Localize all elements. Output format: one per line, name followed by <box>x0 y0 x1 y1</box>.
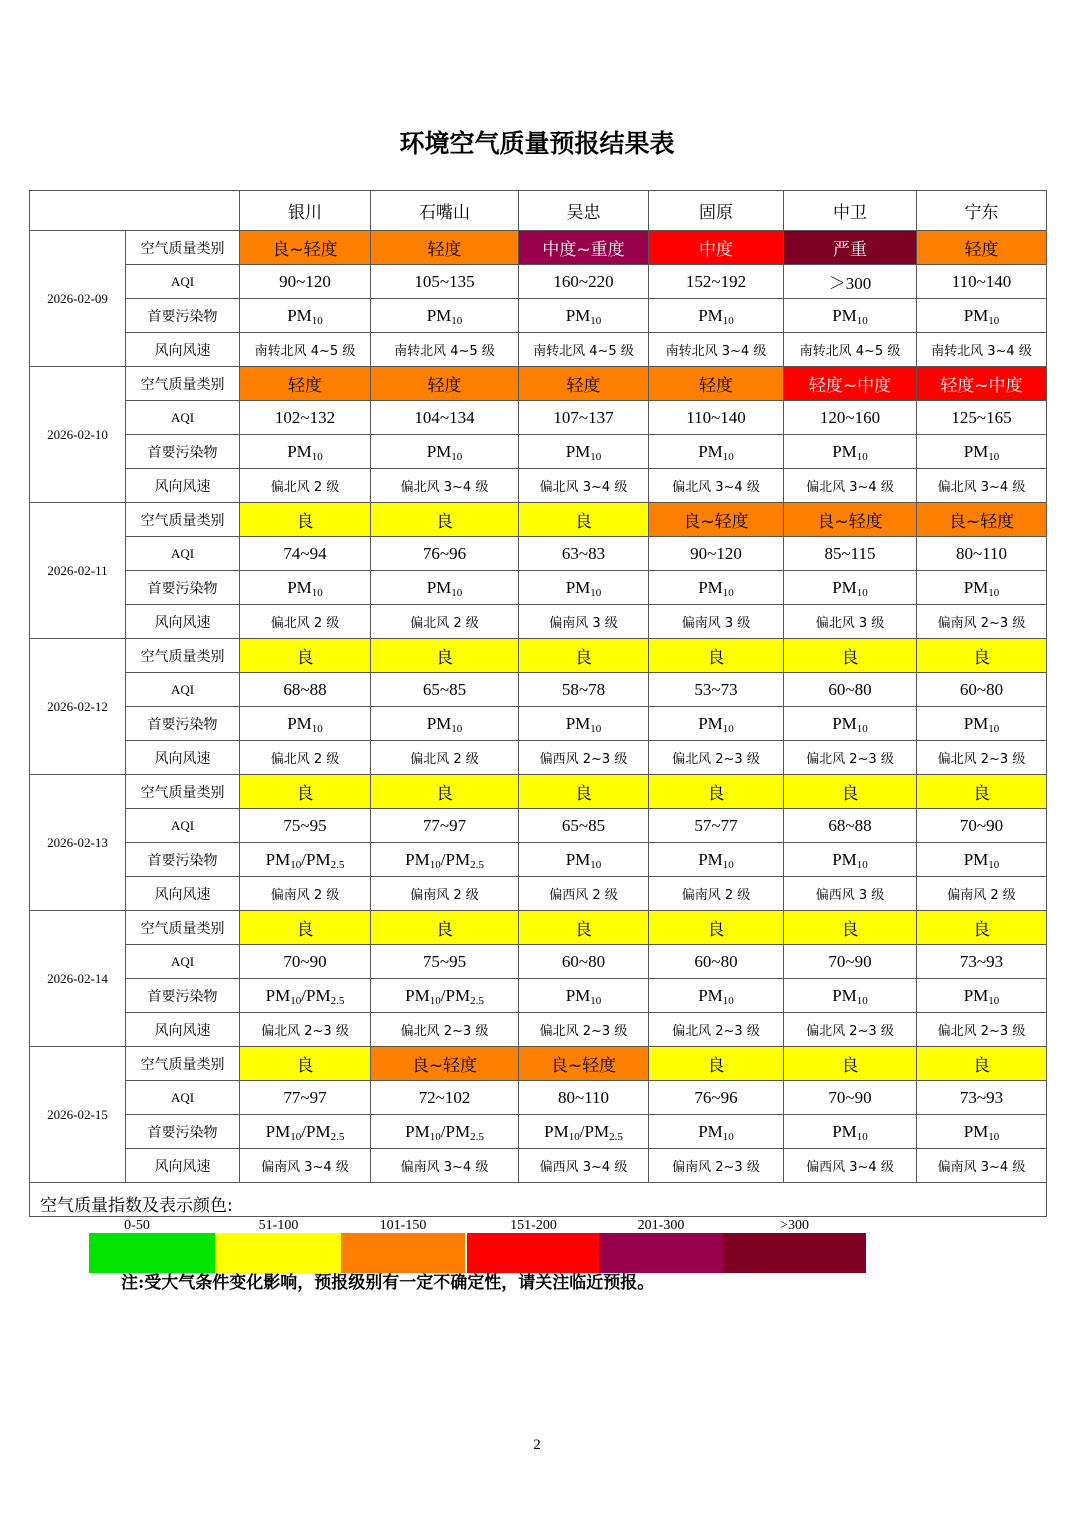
wind-forecast: 偏北风 2~3 级 <box>649 741 784 775</box>
forecast-row-category <box>30 639 1047 673</box>
aqi-value: 65~85 <box>519 809 649 843</box>
air-quality-category: 轻度 <box>240 367 371 401</box>
primary-pollutant: $PM_{10}$ <box>240 435 371 469</box>
air-quality-category: 良 <box>240 503 371 537</box>
primary-pollutant: $PM_{10}$ <box>649 1115 784 1149</box>
wind-forecast: 偏南风 2 级 <box>240 877 371 911</box>
wind-forecast: 偏南风 3~4 级 <box>240 1149 371 1183</box>
page-number: 2 <box>533 1437 541 1453</box>
wind-forecast: 偏北风 2~3 级 <box>519 1013 649 1047</box>
forecast-row-wind <box>30 1149 1047 1183</box>
row-label-category: 空气质量类别 <box>126 911 240 945</box>
wind-forecast: 偏南风 3 级 <box>649 605 784 639</box>
air-quality-category: 良 <box>784 911 917 945</box>
row-label-category: 空气质量类别 <box>126 639 240 673</box>
wind-forecast: 偏北风 2~3 级 <box>649 1013 784 1047</box>
air-quality-category: 良 <box>784 639 917 673</box>
wind-forecast: 偏北风 2 级 <box>371 741 519 775</box>
header-corner <box>30 191 240 231</box>
legend-color-swatch <box>341 1233 465 1273</box>
wind-forecast: 偏西风 3 级 <box>784 877 917 911</box>
city-header: 银川 <box>240 191 371 231</box>
air-quality-category: 轻度 <box>371 367 519 401</box>
aqi-value: 104~134 <box>371 401 519 435</box>
forecast-note: 注:受大气条件变化影响，预报级别有一定不确定性，请关注临近预报。 <box>121 1273 655 1293</box>
aqi-value: 70~90 <box>240 945 371 979</box>
forecast-row-pollutant <box>30 707 1047 741</box>
row-label-wind: 风向风速 <box>126 605 240 639</box>
forecast-row-aqi <box>30 537 1047 571</box>
air-quality-category: 良 <box>519 775 649 809</box>
forecast-row-aqi <box>30 1081 1047 1115</box>
aqi-value: 58~78 <box>519 673 649 707</box>
aqi-value: 77~97 <box>371 809 519 843</box>
aqi-value: 90~120 <box>649 537 784 571</box>
forecast-date: 2026-02-09 <box>30 231 126 367</box>
primary-pollutant: $PM_{10}$ <box>371 299 519 333</box>
aqi-value: 160~220 <box>519 265 649 299</box>
air-quality-category: 轻度 <box>917 231 1047 265</box>
wind-forecast: 偏北风 2 级 <box>240 741 371 775</box>
primary-pollutant: $PM_{10}$ <box>784 843 917 877</box>
primary-pollutant: $PM_{10}$ <box>917 843 1047 877</box>
air-quality-category: 良 <box>519 639 649 673</box>
air-quality-category: 良 <box>240 639 371 673</box>
primary-pollutant: $PM_{10}$ <box>519 707 649 741</box>
row-label-wind: 风向风速 <box>126 333 240 367</box>
row-label-wind: 风向风速 <box>126 877 240 911</box>
primary-pollutant: $PM_{10}/PM_{2.5}$ <box>371 1115 519 1149</box>
row-label-pollutant: 首要污染物 <box>126 843 240 877</box>
wind-forecast: 偏南风 2 级 <box>371 877 519 911</box>
forecast-date: 2026-02-12 <box>30 639 126 775</box>
row-label-wind: 风向风速 <box>126 741 240 775</box>
air-quality-category: 良 <box>240 1047 371 1081</box>
forecast-row-category <box>30 1047 1047 1081</box>
wind-forecast: 偏北风 2~3 级 <box>784 1013 917 1047</box>
primary-pollutant: $PM_{10}$ <box>649 979 784 1013</box>
air-quality-category: 轻度 <box>649 367 784 401</box>
air-quality-category: 良 <box>240 775 371 809</box>
wind-forecast: 偏北风 3~4 级 <box>371 469 519 503</box>
primary-pollutant: $PM_{10}$ <box>519 979 649 1013</box>
aqi-value: 80~110 <box>519 1081 649 1115</box>
legend-range-label: 0-50 <box>124 1218 150 1233</box>
air-quality-category: 轻度 <box>519 367 649 401</box>
aqi-value: 75~95 <box>240 809 371 843</box>
forecast-row-aqi <box>30 401 1047 435</box>
wind-forecast: 偏南风 2 级 <box>649 877 784 911</box>
primary-pollutant: $PM_{10}$ <box>784 979 917 1013</box>
legend-color-swatch <box>599 1233 723 1273</box>
wind-forecast: 偏北风 2~3 级 <box>371 1013 519 1047</box>
legend-color-swatch <box>723 1233 866 1273</box>
wind-forecast: 南转北风 4~5 级 <box>371 333 519 367</box>
primary-pollutant: $PM_{10}$ <box>917 1115 1047 1149</box>
forecast-row-pollutant <box>30 571 1047 605</box>
aqi-value: 102~132 <box>240 401 371 435</box>
row-label-aqi: AQI <box>126 673 240 707</box>
row-label-aqi: AQI <box>126 809 240 843</box>
wind-forecast: 偏西风 2 级 <box>519 877 649 911</box>
row-label-aqi: AQI <box>126 537 240 571</box>
primary-pollutant: $PM_{10}/PM_{2.5}$ <box>240 979 371 1013</box>
wind-forecast: 偏北风 2 级 <box>240 605 371 639</box>
forecast-date: 2026-02-13 <box>30 775 126 911</box>
wind-forecast: 偏南风 2~3 级 <box>917 605 1047 639</box>
air-quality-category: 严重 <box>784 231 917 265</box>
air-quality-category: 中度~重度 <box>519 231 649 265</box>
row-label-wind: 风向风速 <box>126 1149 240 1183</box>
aqi-value: 70~90 <box>784 1081 917 1115</box>
row-label-category: 空气质量类别 <box>126 367 240 401</box>
air-quality-category: 轻度~中度 <box>917 367 1047 401</box>
legend-range-label: 51-100 <box>258 1218 299 1233</box>
air-quality-category: 良 <box>917 911 1047 945</box>
wind-forecast: 南转北风 3~4 级 <box>917 333 1047 367</box>
aqi-value: 74~94 <box>240 537 371 571</box>
aqi-value: 120~160 <box>784 401 917 435</box>
air-quality-category: 良 <box>917 639 1047 673</box>
air-quality-category: 良 <box>519 503 649 537</box>
air-quality-category: 良~轻度 <box>784 503 917 537</box>
wind-forecast: 偏北风 2~3 级 <box>917 1013 1047 1047</box>
aqi-value: 85~115 <box>784 537 917 571</box>
wind-forecast: 偏北风 3~4 级 <box>519 469 649 503</box>
air-quality-category: 良 <box>649 911 784 945</box>
wind-forecast: 偏西风 3~4 级 <box>519 1149 649 1183</box>
aqi-value: 80~110 <box>917 537 1047 571</box>
primary-pollutant: $PM_{10}$ <box>240 707 371 741</box>
row-label-category: 空气质量类别 <box>126 1047 240 1081</box>
forecast-date: 2026-02-15 <box>30 1047 126 1183</box>
air-quality-category: 良 <box>240 911 371 945</box>
forecast-row-category <box>30 367 1047 401</box>
row-label-aqi: AQI <box>126 401 240 435</box>
aqi-value: 152~192 <box>649 265 784 299</box>
row-label-aqi: AQI <box>126 945 240 979</box>
air-quality-category: 良~轻度 <box>519 1047 649 1081</box>
aqi-value: 90~120 <box>240 265 371 299</box>
row-label-pollutant: 首要污染物 <box>126 571 240 605</box>
aqi-value: 60~80 <box>784 673 917 707</box>
air-quality-category: 良~轻度 <box>371 1047 519 1081</box>
row-label-aqi: AQI <box>126 1081 240 1115</box>
primary-pollutant: $PM_{10}/PM_{2.5}$ <box>240 843 371 877</box>
primary-pollutant: $PM_{10}$ <box>917 707 1047 741</box>
aqi-value: 60~80 <box>649 945 784 979</box>
aqi-value: 73~93 <box>917 945 1047 979</box>
primary-pollutant: $PM_{10}$ <box>784 571 917 605</box>
primary-pollutant: $PM_{10}$ <box>371 435 519 469</box>
air-quality-category: 良 <box>649 639 784 673</box>
wind-forecast: 偏北风 3~4 级 <box>917 469 1047 503</box>
primary-pollutant: $PM_{10}/PM_{2.5}$ <box>371 843 519 877</box>
aqi-value: 57~77 <box>649 809 784 843</box>
forecast-row-wind <box>30 605 1047 639</box>
forecast-date: 2026-02-10 <box>30 367 126 503</box>
city-header: 石嘴山 <box>371 191 519 231</box>
wind-forecast: 偏南风 2~3 级 <box>649 1149 784 1183</box>
primary-pollutant: $PM_{10}$ <box>519 843 649 877</box>
legend-range-label: >300 <box>780 1218 809 1233</box>
legend-color-swatch <box>215 1233 342 1273</box>
forecast-row-wind <box>30 741 1047 775</box>
primary-pollutant: $PM_{10}$ <box>649 299 784 333</box>
air-quality-category: 良 <box>371 911 519 945</box>
legend-range-label: 201-300 <box>637 1218 685 1233</box>
primary-pollutant: $PM_{10}$ <box>519 435 649 469</box>
aqi-value: 110~140 <box>649 401 784 435</box>
air-quality-category: 良 <box>917 1047 1047 1081</box>
legend-range-label: 151-200 <box>510 1218 557 1233</box>
aqi-value: 70~90 <box>784 945 917 979</box>
aqi-value: 68~88 <box>784 809 917 843</box>
forecast-row-aqi <box>30 265 1047 299</box>
primary-pollutant: $PM_{10}$ <box>917 979 1047 1013</box>
aqi-value: 107~137 <box>519 401 649 435</box>
forecast-table <box>29 190 1047 1233</box>
aqi-value: 68~88 <box>240 673 371 707</box>
wind-forecast: 偏南风 3 级 <box>519 605 649 639</box>
row-label-category: 空气质量类别 <box>126 231 240 265</box>
forecast-row-aqi <box>30 673 1047 707</box>
air-quality-category: 良 <box>649 1047 784 1081</box>
primary-pollutant: $PM_{10}$ <box>784 707 917 741</box>
row-label-pollutant: 首要污染物 <box>126 707 240 741</box>
legend-row <box>30 1183 1047 1217</box>
forecast-row-category <box>30 775 1047 809</box>
aqi-legend <box>30 1183 1047 1233</box>
legend-color-swatch <box>89 1233 215 1273</box>
city-header: 宁东 <box>917 191 1047 231</box>
primary-pollutant: $PM_{10}$ <box>371 571 519 605</box>
wind-forecast: 偏北风 2 级 <box>371 605 519 639</box>
air-quality-category: 良 <box>784 775 917 809</box>
air-quality-category: 良 <box>371 639 519 673</box>
aqi-value: 63~83 <box>519 537 649 571</box>
forecast-row-wind <box>30 333 1047 367</box>
forecast-row-wind <box>30 469 1047 503</box>
wind-forecast: 偏西风 2~3 级 <box>519 741 649 775</box>
aqi-value: 73~93 <box>917 1081 1047 1115</box>
primary-pollutant: $PM_{10}/PM_{2.5}$ <box>371 979 519 1013</box>
aqi-value: 75~95 <box>371 945 519 979</box>
air-quality-category: 良 <box>371 503 519 537</box>
primary-pollutant: $PM_{10}/PM_{2.5}$ <box>519 1115 649 1149</box>
primary-pollutant: $PM_{10}$ <box>917 571 1047 605</box>
wind-forecast: 偏南风 3~4 级 <box>917 1149 1047 1183</box>
city-header: 吴忠 <box>519 191 649 231</box>
wind-forecast: 偏北风 3~4 级 <box>784 469 917 503</box>
row-label-aqi: AQI <box>126 265 240 299</box>
wind-forecast: 偏北风 2~3 级 <box>784 741 917 775</box>
legend-range-label: 101-150 <box>379 1218 427 1233</box>
aqi-value: 72~102 <box>371 1081 519 1115</box>
wind-forecast: 南转北风 4~5 级 <box>519 333 649 367</box>
legend-color-swatch <box>467 1233 600 1273</box>
forecast-row-aqi <box>30 809 1047 843</box>
city-header: 固原 <box>649 191 784 231</box>
aqi-value: 60~80 <box>519 945 649 979</box>
aqi-value: ＞300 <box>784 265 917 299</box>
aqi-value: 110~140 <box>917 265 1047 299</box>
forecast-row-aqi <box>30 945 1047 979</box>
row-label-pollutant: 首要污染物 <box>126 979 240 1013</box>
aqi-value: 105~135 <box>371 265 519 299</box>
row-label-pollutant: 首要污染物 <box>126 1115 240 1149</box>
aqi-value: 76~96 <box>649 1081 784 1115</box>
row-label-wind: 风向风速 <box>126 1013 240 1047</box>
aqi-value: 70~90 <box>917 809 1047 843</box>
forecast-row-pollutant <box>30 843 1047 877</box>
primary-pollutant: $PM_{10}$ <box>240 299 371 333</box>
primary-pollutant: $PM_{10}$ <box>519 299 649 333</box>
aqi-value: 60~80 <box>917 673 1047 707</box>
row-label-category: 空气质量类别 <box>126 775 240 809</box>
forecast-row-wind <box>30 1013 1047 1047</box>
wind-forecast: 偏北风 3 级 <box>784 605 917 639</box>
page-title: 环境空气质量预报结果表 <box>399 129 675 158</box>
wind-forecast: 偏北风 3~4 级 <box>649 469 784 503</box>
wind-forecast: 南转北风 4~5 级 <box>784 333 917 367</box>
primary-pollutant: $PM_{10}$ <box>649 843 784 877</box>
wind-forecast: 偏西风 3~4 级 <box>784 1149 917 1183</box>
forecast-row-category <box>30 231 1047 265</box>
forecast-row-pollutant <box>30 435 1047 469</box>
primary-pollutant: $PM_{10}$ <box>917 299 1047 333</box>
primary-pollutant: $PM_{10}$ <box>784 1115 917 1149</box>
aqi-value: 77~97 <box>240 1081 371 1115</box>
row-label-category: 空气质量类别 <box>126 503 240 537</box>
aqi-value: 76~96 <box>371 537 519 571</box>
forecast-date: 2026-02-11 <box>30 503 126 639</box>
wind-forecast: 南转北风 4~5 级 <box>240 333 371 367</box>
primary-pollutant: $PM_{10}$ <box>649 571 784 605</box>
forecast-date: 2026-02-14 <box>30 911 126 1047</box>
primary-pollutant: $PM_{10}/PM_{2.5}$ <box>240 1115 371 1149</box>
aqi-value: 125~165 <box>917 401 1047 435</box>
city-header: 中卫 <box>784 191 917 231</box>
air-quality-category: 良~轻度 <box>917 503 1047 537</box>
wind-forecast: 南转北风 3~4 级 <box>649 333 784 367</box>
primary-pollutant: $PM_{10}$ <box>519 571 649 605</box>
wind-forecast: 偏北风 2 级 <box>240 469 371 503</box>
air-quality-category: 良~轻度 <box>649 503 784 537</box>
air-quality-category: 中度 <box>649 231 784 265</box>
header-row <box>30 191 1047 231</box>
primary-pollutant: $PM_{10}$ <box>649 707 784 741</box>
row-label-pollutant: 首要污染物 <box>126 299 240 333</box>
primary-pollutant: $PM_{10}$ <box>649 435 784 469</box>
air-quality-category: 良 <box>519 911 649 945</box>
air-quality-category: 良~轻度 <box>240 231 371 265</box>
wind-forecast: 偏南风 3~4 级 <box>371 1149 519 1183</box>
air-quality-category: 良 <box>649 775 784 809</box>
air-quality-category: 轻度 <box>371 231 519 265</box>
primary-pollutant: $PM_{10}$ <box>784 299 917 333</box>
wind-forecast: 偏北风 2~3 级 <box>917 741 1047 775</box>
forecast-row-pollutant <box>30 299 1047 333</box>
air-quality-category: 良 <box>917 775 1047 809</box>
air-quality-category: 轻度~中度 <box>784 367 917 401</box>
air-quality-category: 良 <box>371 775 519 809</box>
wind-forecast: 偏北风 2~3 级 <box>240 1013 371 1047</box>
forecast-row-category <box>30 503 1047 537</box>
legend-title: 空气质量指数及表示颜色: <box>40 1196 233 1216</box>
forecast-row-wind <box>30 877 1047 911</box>
primary-pollutant: $PM_{10}$ <box>917 435 1047 469</box>
primary-pollutant: $PM_{10}$ <box>240 571 371 605</box>
primary-pollutant: $PM_{10}$ <box>371 707 519 741</box>
air-quality-category: 良 <box>784 1047 917 1081</box>
aqi-value: 65~85 <box>371 673 519 707</box>
forecast-row-pollutant <box>30 979 1047 1013</box>
wind-forecast: 偏南风 2 级 <box>917 877 1047 911</box>
row-label-pollutant: 首要污染物 <box>126 435 240 469</box>
forecast-row-pollutant <box>30 1115 1047 1149</box>
forecast-row-category <box>30 911 1047 945</box>
primary-pollutant: $PM_{10}$ <box>784 435 917 469</box>
aqi-value: 53~73 <box>649 673 784 707</box>
row-label-wind: 风向风速 <box>126 469 240 503</box>
